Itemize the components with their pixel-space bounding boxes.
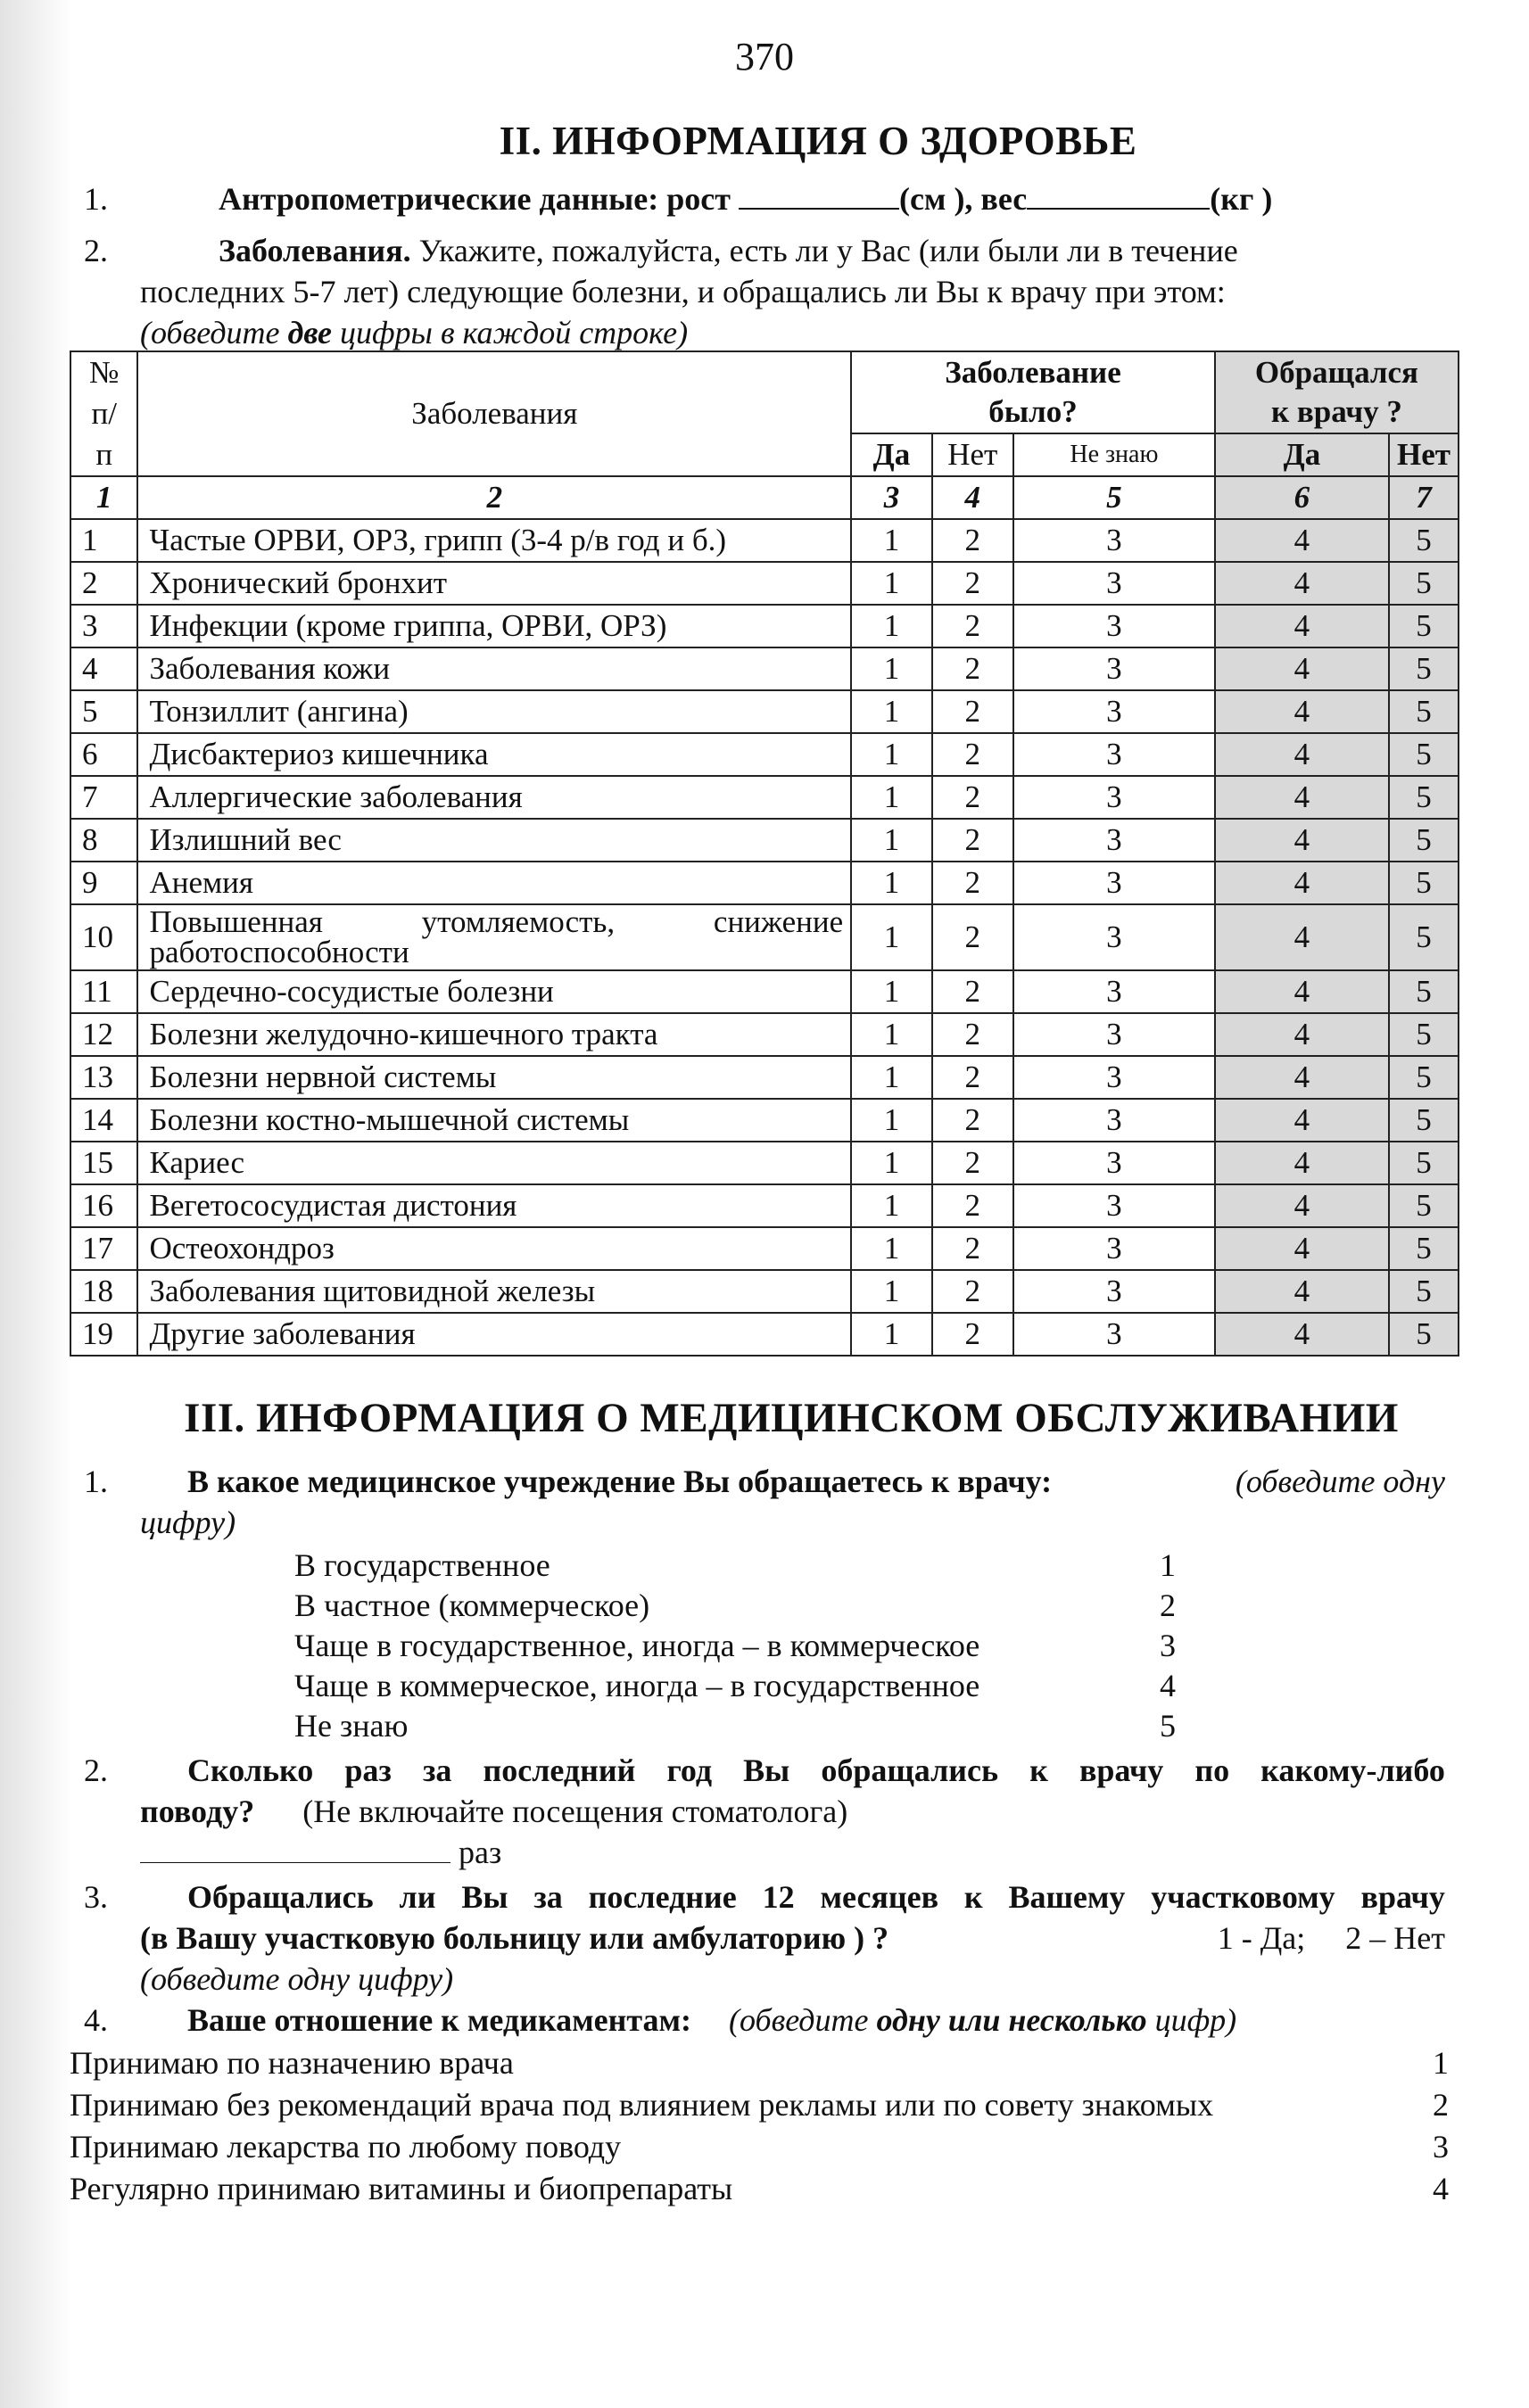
answer-no-code[interactable]: 2 (932, 1270, 1013, 1313)
visits-label-end: поводу? (140, 1794, 255, 1829)
table-row (70, 819, 1459, 862)
medication-option-label: Принимаю лекарства по любому поводу (70, 2129, 622, 2165)
weight-blank[interactable] (1027, 183, 1210, 210)
doctor-no-code[interactable]: 5 (1389, 904, 1459, 970)
row-number: 14 (70, 1099, 137, 1142)
disease-name: Частые ОРВИ, ОРЗ, грипп (3-4 р/в год и б.) (137, 519, 851, 562)
doctor-yes-code[interactable]: 4 (1215, 1313, 1389, 1356)
district-doctor-question-line2: (в Вашу участковую больницу или амбулаторию ) ? (140, 1920, 889, 1956)
instr-part-b: две (287, 315, 332, 350)
answer-dont-know-code[interactable]: 3 (1013, 1099, 1215, 1142)
medication-question (187, 2000, 1236, 2041)
medication-instr-b: одну или несколько (876, 2002, 1147, 2038)
visits-unit: раз (459, 1835, 502, 1870)
medication-option-code[interactable]: 2 (1433, 2087, 1449, 2123)
section-3-title: III. ИНФОРМАЦИЯ О МЕДИЦИНСКОМ ОБСЛУЖИВАНИИ (184, 1395, 1399, 1441)
answer-yes-code[interactable]: 1 (851, 1056, 932, 1099)
doctor-no-code[interactable]: 5 (1389, 1056, 1459, 1099)
question-word: последние (588, 1879, 737, 1915)
doctor-no-code[interactable]: 5 (1389, 1013, 1459, 1056)
doctor-yes-code[interactable]: 4 (1215, 1184, 1389, 1227)
header-doctor-no: Нет (1389, 433, 1459, 476)
disease-name: Остеохондроз (137, 1227, 851, 1270)
question-word: какому-либо (1260, 1752, 1445, 1788)
doctor-yes-code[interactable]: 4 (1215, 1270, 1389, 1313)
answer-dont-know-code[interactable]: 3 (1013, 904, 1215, 970)
diseases-label: Заболевания. (219, 233, 411, 268)
answer-yes-code[interactable]: 1 (851, 776, 932, 819)
diseases-question-line1 (219, 230, 1443, 271)
answer-no-code[interactable]: 2 (932, 1142, 1013, 1184)
anthropometric-question (219, 178, 1272, 219)
facility-question: В какое медицинское учреждение Вы обращаетесь к врачу: (187, 1464, 1053, 1499)
doctor-no-code[interactable]: 5 (1389, 605, 1459, 647)
facility-option-label: Чаще в государственное, иногда – в коммерческое (294, 1628, 980, 1663)
answer-yes-code[interactable]: 1 (851, 970, 932, 1013)
answer-dont-know-code[interactable]: 3 (1013, 562, 1215, 605)
header-yes: Да (851, 433, 932, 476)
doctor-yes-code[interactable]: 4 (1215, 904, 1389, 970)
disease-name: Болезни костно-мышечной системы (137, 1099, 851, 1142)
facility-instruction-2: цифру) (140, 1505, 236, 1540)
answer-no-code[interactable]: 2 (932, 519, 1013, 562)
table-row (70, 562, 1459, 605)
diseases-text-1: Укажите, пожалуйста, есть ли у Вас (или были ли в течение (410, 233, 1238, 268)
disease-name: Тонзиллит (ангина) (137, 690, 851, 733)
facility-option-code[interactable]: 5 (1160, 1708, 1176, 1744)
answer-no-code[interactable]: 2 (932, 862, 1013, 904)
s3-q2-number: 2. (84, 1752, 108, 1788)
height-blank[interactable] (739, 183, 899, 210)
question-word: Вы (743, 1752, 790, 1788)
visits-answer (140, 1832, 501, 1873)
question-word: к (963, 1879, 983, 1915)
question-word: раз (344, 1752, 392, 1788)
visits-question-line1 (187, 1750, 1445, 1791)
doctor-no-code[interactable]: 5 (1389, 733, 1459, 776)
facility-instruction-1: (обведите одну (1235, 1464, 1445, 1499)
table-row (70, 690, 1459, 733)
table-row (70, 904, 1459, 970)
header-had-disease: Заболевание было? (851, 351, 1215, 433)
question-word: врачу (1079, 1752, 1164, 1788)
question-word: Вы (461, 1879, 508, 1915)
disease-rows (70, 519, 1459, 1356)
disease-name: Заболевания кожи (137, 647, 851, 690)
table-row (70, 1270, 1459, 1313)
row-number: 9 (70, 862, 137, 904)
row-number: 4 (70, 647, 137, 690)
table-row (70, 1227, 1459, 1270)
medication-option-code[interactable]: 3 (1433, 2129, 1449, 2165)
answer-dont-know-code[interactable]: 3 (1013, 1184, 1215, 1227)
doctor-no-code[interactable]: 5 (1389, 819, 1459, 862)
anthropometric-label: Антропометрические данные: рост (219, 181, 731, 217)
column-index-row: 1 2 3 4 5 6 7 (70, 476, 1459, 519)
disease-name: Аллергические заболевания (137, 776, 851, 819)
row-number: 11 (70, 970, 137, 1013)
table-row (70, 776, 1459, 819)
facility-option-label: Чаще в коммерческое, иногда – в государственное (294, 1668, 980, 1703)
medication-option-code[interactable]: 4 (1433, 2171, 1449, 2206)
table-row (70, 605, 1459, 647)
doctor-yes-code[interactable]: 4 (1215, 1099, 1389, 1142)
district-doctor-instruction: (обведите одну цифру) (140, 1961, 454, 1997)
answer-no-code[interactable]: 2 (932, 1184, 1013, 1227)
answer-no-code[interactable]: 2 (932, 1227, 1013, 1270)
answer-dont-know-code[interactable]: 3 (1013, 690, 1215, 733)
answer-dont-know-code[interactable]: 3 (1013, 647, 1215, 690)
question-word: ли (399, 1879, 436, 1915)
answer-yes-code[interactable]: 1 (851, 690, 932, 733)
facility-option-code[interactable]: 2 (1160, 1587, 1176, 1623)
table-row (70, 1056, 1459, 1099)
answer-no-code[interactable]: 2 (932, 1056, 1013, 1099)
medication-label: Ваше отношение к медикаментам: (187, 2002, 691, 2038)
facility-option-label: В государственное (294, 1547, 550, 1583)
header-doctor-yes: Да (1215, 433, 1389, 476)
row-number: 18 (70, 1270, 137, 1313)
disease-name: Вегетососудистая дистония (137, 1184, 851, 1227)
disease-name: Другие заболевания (137, 1313, 851, 1356)
question-word: по (1194, 1752, 1230, 1788)
row-number: 6 (70, 733, 137, 776)
table-row (70, 862, 1459, 904)
diseases-instruction (140, 312, 688, 353)
row-number: 3 (70, 605, 137, 647)
answer-dont-know-code[interactable]: 3 (1013, 819, 1215, 862)
table-row (70, 1184, 1459, 1227)
s3-q3-number: 3. (84, 1879, 108, 1915)
medication-option-label: Регулярно принимаю витамины и биопрепараты (70, 2171, 733, 2206)
answer-no-code[interactable]: 2 (932, 562, 1013, 605)
row-number: 2 (70, 562, 137, 605)
facility-option-label: Не знаю (294, 1708, 409, 1744)
row-number: 16 (70, 1184, 137, 1227)
row-number: 15 (70, 1142, 137, 1184)
table-row (70, 1013, 1459, 1056)
question-word: год (666, 1752, 713, 1788)
visits-question-line2 (140, 1791, 847, 1832)
diseases-question-line2: последних 5-7 лет) следующие болезни, и обращались ли Вы к врачу при этом: (140, 274, 1226, 309)
question-word: врачу (1360, 1879, 1445, 1915)
q1-number: 1. (84, 181, 108, 217)
doctor-yes-code[interactable]: 4 (1215, 1056, 1389, 1099)
answer-yes-code[interactable]: 1 (851, 819, 932, 862)
answer-dont-know-code[interactable]: 3 (1013, 1056, 1215, 1099)
answer-dont-know-code[interactable]: 3 (1013, 1013, 1215, 1056)
visits-note: (Не включайте посещения стоматолога) (302, 1794, 848, 1829)
row-number: 12 (70, 1013, 137, 1056)
disease-name: Инфекции (кроме гриппа, ОРВИ, ОРЗ) (137, 605, 851, 647)
question-word: месяцев (820, 1879, 939, 1915)
doctor-no-code[interactable]: 5 (1389, 1142, 1459, 1184)
question-word: 12 (762, 1879, 795, 1915)
row-number: 19 (70, 1313, 137, 1356)
disease-name: Болезни нервной системы (137, 1056, 851, 1099)
facility-option-code[interactable]: 4 (1160, 1668, 1176, 1703)
doctor-no-code[interactable]: 5 (1389, 1227, 1459, 1270)
district-doctor-answers: 1 - Да; 2 – Нет (1217, 1920, 1445, 1956)
question-word: Вашему (1008, 1879, 1126, 1915)
question-word: к (1029, 1752, 1048, 1788)
answer-no-code[interactable]: 2 (932, 970, 1013, 1013)
doctor-no-code[interactable]: 5 (1389, 862, 1459, 904)
section-2-title: II. ИНФОРМАЦИЯ О ЗДОРОВЬЕ (499, 119, 1137, 163)
answer-no-code[interactable]: 2 (932, 647, 1013, 690)
answer-no-code[interactable]: 2 (932, 1013, 1013, 1056)
table-row (70, 733, 1459, 776)
table-row (70, 647, 1459, 690)
question-word: участковому (1151, 1879, 1335, 1915)
doctor-yes-code[interactable]: 4 (1215, 519, 1389, 562)
question-word: последний (483, 1752, 636, 1788)
height-unit: (см ), вес (898, 181, 1028, 217)
facility-option-code[interactable]: 3 (1160, 1628, 1176, 1663)
answer-yes-code[interactable]: 1 (851, 647, 932, 690)
row-number: 10 (70, 904, 137, 970)
facility-option-code[interactable]: 1 (1160, 1547, 1176, 1583)
answer-no-code[interactable]: 2 (932, 605, 1013, 647)
disease-name: Заболевания щитовидной железы (137, 1270, 851, 1313)
doctor-no-code[interactable]: 5 (1389, 647, 1459, 690)
answer-dont-know-code[interactable]: 3 (1013, 776, 1215, 819)
row-number: 17 (70, 1227, 137, 1270)
doctor-no-code[interactable]: 5 (1389, 776, 1459, 819)
table-row (70, 519, 1459, 562)
doctor-yes-code[interactable]: 4 (1215, 1013, 1389, 1056)
visits-blank[interactable] (140, 1836, 450, 1863)
answer-no-code[interactable]: 2 (932, 733, 1013, 776)
header-visited-doctor: Обращался к врачу ? (1215, 351, 1459, 433)
answer-dont-know-code[interactable]: 3 (1013, 519, 1215, 562)
answer-dont-know-code[interactable]: 3 (1013, 1313, 1215, 1356)
doctor-no-code[interactable]: 5 (1389, 690, 1459, 733)
answer-no-code[interactable]: 2 (932, 904, 1013, 970)
row-number: 8 (70, 819, 137, 862)
medication-option-code[interactable]: 1 (1433, 2045, 1449, 2081)
disease-name: Сердечно-сосудистые болезни (137, 970, 851, 1013)
doctor-no-code[interactable]: 5 (1389, 1313, 1459, 1356)
header-number: № п/ п (70, 351, 137, 476)
doctor-yes-code[interactable]: 4 (1215, 819, 1389, 862)
answer-yes-code[interactable]: 1 (851, 862, 932, 904)
disease-name: Повышенная утомляемость, снижение работоспособности (137, 904, 851, 970)
answer-dont-know-code[interactable]: 3 (1013, 1270, 1215, 1313)
doctor-yes-code[interactable]: 4 (1215, 733, 1389, 776)
medication-instr-a: (обведите (728, 2002, 877, 2038)
disease-name: Излишний вес (137, 819, 851, 862)
doctor-yes-code[interactable]: 4 (1215, 862, 1389, 904)
doctor-yes-code[interactable]: 4 (1215, 776, 1389, 819)
disease-name: Анемия (137, 862, 851, 904)
table-row (70, 1142, 1459, 1184)
question-word: Обращались (187, 1879, 374, 1915)
doctor-no-code[interactable]: 5 (1389, 1184, 1459, 1227)
doctor-yes-code[interactable]: 4 (1215, 562, 1389, 605)
answer-no-code[interactable]: 2 (932, 690, 1013, 733)
disease-name: Болезни желудочно-кишечного тракта (137, 1013, 851, 1056)
answer-yes-code[interactable]: 1 (851, 1099, 932, 1142)
page-number: 370 (735, 35, 794, 78)
table-row (70, 970, 1459, 1013)
row-number: 13 (70, 1056, 137, 1099)
table-row (70, 1313, 1459, 1356)
answer-dont-know-code[interactable]: 3 (1013, 1227, 1215, 1270)
header-disease: Заболевания (137, 351, 851, 476)
header-no: Нет (932, 433, 1013, 476)
answer-dont-know-code[interactable]: 3 (1013, 733, 1215, 776)
doctor-yes-code[interactable]: 4 (1215, 970, 1389, 1013)
doctor-yes-code[interactable]: 4 (1215, 690, 1389, 733)
medication-option-label: Принимаю без рекомендаций врача под влиянием рекламы или по совету знакомых (70, 2087, 1214, 2123)
row-number: 1 (70, 519, 137, 562)
row-number: 5 (70, 690, 137, 733)
doctor-yes-code[interactable]: 4 (1215, 1227, 1389, 1270)
question-word: Сколько (187, 1752, 314, 1788)
district-doctor-question-line1 (187, 1876, 1445, 1917)
doctor-yes-code[interactable]: 4 (1215, 647, 1389, 690)
doctor-yes-code[interactable]: 4 (1215, 1142, 1389, 1184)
q2-number: 2. (84, 233, 108, 268)
s3-q1-number: 1. (84, 1464, 108, 1499)
answer-yes-code[interactable]: 1 (851, 562, 932, 605)
answer-yes-code[interactable]: 1 (851, 1184, 932, 1227)
weight-unit: (кг ) (1210, 181, 1273, 217)
s3-q4-number: 4. (84, 2002, 108, 2038)
answer-yes-code[interactable]: 1 (851, 1270, 932, 1313)
doctor-no-code[interactable]: 5 (1389, 1270, 1459, 1313)
doctor-yes-code[interactable]: 4 (1215, 605, 1389, 647)
answer-dont-know-code[interactable]: 3 (1013, 605, 1215, 647)
instr-part-c: цифры в каждой строке) (332, 315, 689, 350)
question-word: за (422, 1752, 452, 1788)
row-number: 7 (70, 776, 137, 819)
doctor-no-code[interactable]: 5 (1389, 1099, 1459, 1142)
answer-yes-code[interactable]: 1 (851, 605, 932, 647)
table-row (70, 1099, 1459, 1142)
answer-no-code[interactable]: 2 (932, 1099, 1013, 1142)
doctor-no-code[interactable]: 5 (1389, 970, 1459, 1013)
answer-yes-code[interactable]: 1 (851, 1313, 932, 1356)
question-word: обращались (821, 1752, 999, 1788)
facility-option-label: В частное (коммерческое) (294, 1587, 650, 1623)
answer-no-code[interactable]: 2 (932, 1313, 1013, 1356)
instr-part-a: (обведите (140, 315, 288, 350)
medication-option-label: Принимаю по назначению врача (70, 2045, 514, 2081)
answer-dont-know-code[interactable]: 3 (1013, 862, 1215, 904)
doctor-no-code[interactable]: 5 (1389, 519, 1459, 562)
answer-no-code[interactable]: 2 (932, 776, 1013, 819)
answer-yes-code[interactable]: 1 (851, 1013, 932, 1056)
answer-dont-know-code[interactable]: 3 (1013, 970, 1215, 1013)
answer-yes-code[interactable]: 1 (851, 519, 932, 562)
answer-yes-code[interactable]: 1 (851, 904, 932, 970)
answer-yes-code[interactable]: 1 (851, 1142, 932, 1184)
medication-instr-c: цифр) (1146, 2002, 1237, 2038)
diseases-table (70, 350, 1459, 1357)
disease-name: Хронический бронхит (137, 562, 851, 605)
answer-yes-code[interactable]: 1 (851, 733, 932, 776)
header-dont-know: Не знаю (1013, 433, 1215, 476)
disease-name: Кариес (137, 1142, 851, 1184)
doctor-no-code[interactable]: 5 (1389, 562, 1459, 605)
answer-dont-know-code[interactable]: 3 (1013, 1142, 1215, 1184)
disease-name: Дисбактериоз кишечника (137, 733, 851, 776)
answer-yes-code[interactable]: 1 (851, 1227, 932, 1270)
scan-edge-shadow (0, 0, 71, 2408)
question-word: за (533, 1879, 563, 1915)
answer-no-code[interactable]: 2 (932, 819, 1013, 862)
